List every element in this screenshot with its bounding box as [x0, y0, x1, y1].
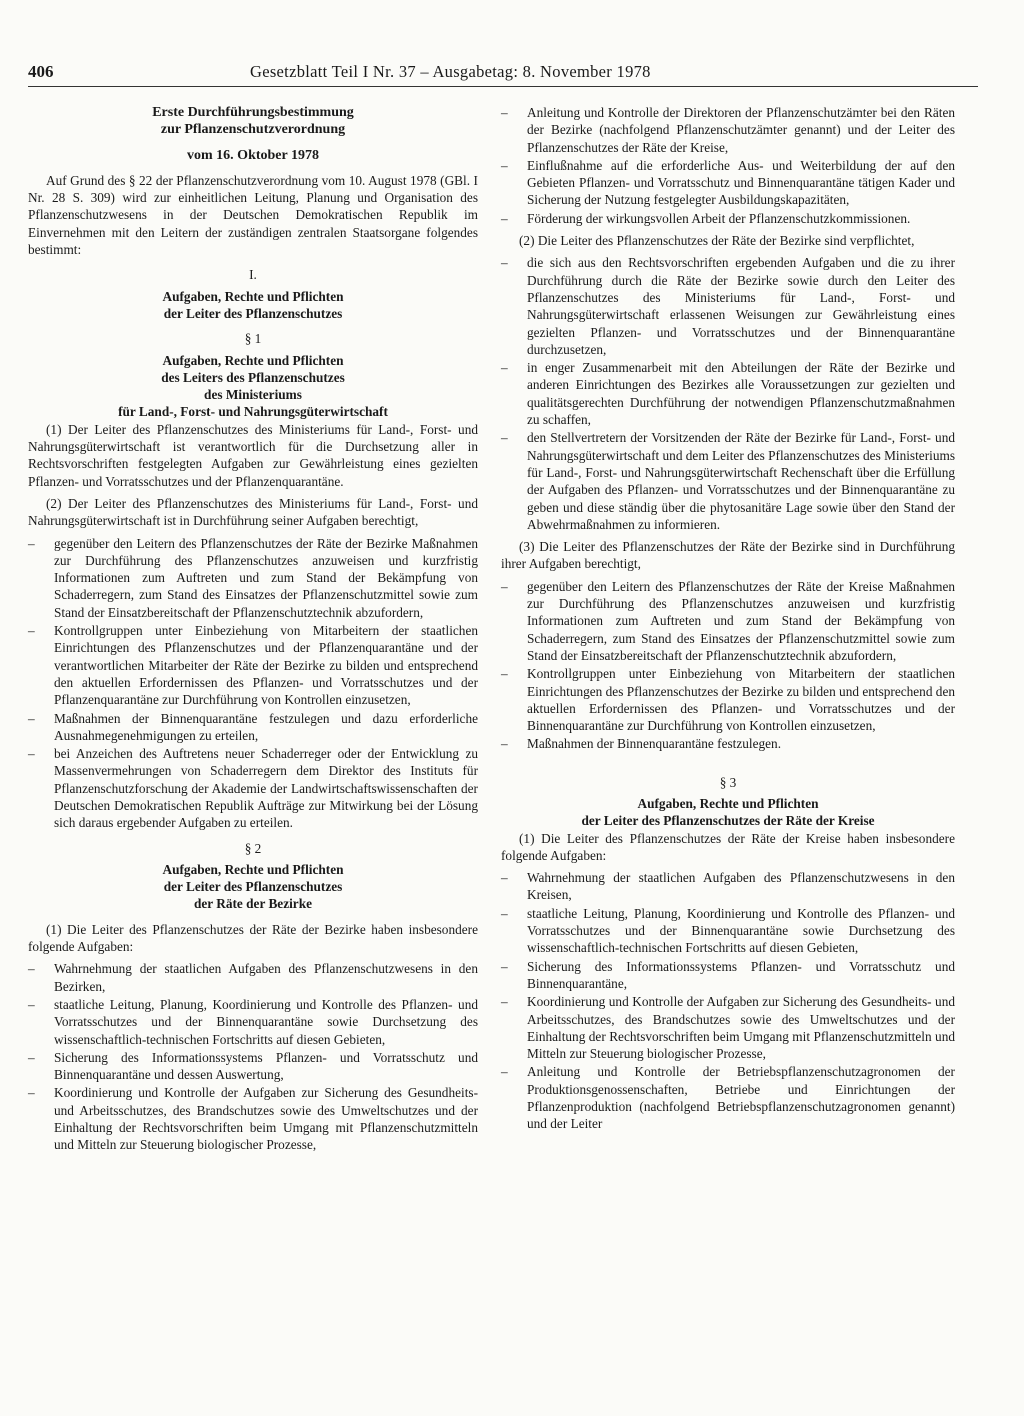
left-column — [28, 104, 478, 1159]
section-2-paragraph-3: (3) Die Leiter des Pflanzenschutzes der Räte der Bezirke sind in Durchführung ihrer Aufgaben berechtigt, — [501, 539, 955, 572]
list-item: – Kontrollgruppen unter Einbeziehung von Mitarbeitern der staatlichen Einrichtungen des Pflanzenschutzes und der Pflanzenquarantäne und der verantwortlichen Mitarbeiter der Räte der Bezirke zu bilden und entsprechend den aktuellen Erfordernissen des Pflanzen- und Vorratsschutzes und der Pflanzenquarantäne zur Durchführung von Kontrollen einzusetzen, — [28, 622, 478, 708]
document-date: vom 16. Oktober 1978 — [187, 147, 319, 163]
section-1-title-line-2: des Leiters des Pflanzenschutzes — [161, 369, 345, 385]
preamble: Auf Grund des § 22 der Pflanzenschutzverordnung vom 10. August 1978 (GBl. I Nr. 28 S. 309) wird zur einheitlichen Leitung, Planung und Organisation des Pflanzenschutzwesens in der Deutschen Demokratischen Republik im Einvernehmen mit den Leitern der zuständigen zentralen Staatsorgane folgendes bestimmt: — [28, 172, 478, 258]
list-item: – Sicherung des Informationssystems Pflanzen- und Vorratsschutz und Binnenquarantäne und dessen Auswertung, — [28, 1049, 478, 1084]
list-item: – den Stellvertretern der Vorsitzenden der Räte der Bezirke für Land-, Forst- und Nahrungsgüterwirtschaft und dem Leiter des Pflanzenschutzes des Ministeriums für Land-, Forst- und Nahrungsgüterwirtschaft Rechenschaft über die Erfüllung der Aufgaben des Pflanzen- und Vorratsschutzes und der Binnenquarantäne zu geben und diese ständig über die phytosanitäre Lage sowie über den Stand der Abwehrmaßnahmen zu informieren. — [501, 429, 955, 533]
section-3-list — [501, 869, 955, 1132]
section-2-paragraph-2: (2) Die Leiter des Pflanzenschutzes der Räte der Bezirke sind verpflichtet, — [519, 233, 915, 249]
list-item: – staatliche Leitung, Planung, Koordinierung und Kontrolle des Pflanzen- und Vorratsschutzes und der Binnenquarantäne sowie Durchsetzung des wissenschaftlich-technischen Fortschritts auf diesen Gebieten, — [501, 905, 955, 957]
list-item: – in enger Zusammenarbeit mit den Abteilungen der Räte der Bezirke und anderen Einrichtungen des Bezirkes alle Voraussetzungen zur gezielten und qualitätsgerechten Durchführung der notwendigen Pflanzenschutzmaßnahmen zu schaffen, — [501, 359, 955, 428]
section-2-title-line-3: der Räte der Bezirke — [193, 896, 313, 912]
section-3-number: § 3 — [719, 774, 737, 790]
part-title-line-2: der Leiter des Pflanzenschutzes — [163, 305, 343, 321]
section-1-title-line-4: für Land-, Forst- und Nahrungsgüterwirtschaft — [118, 404, 388, 420]
page-number: 406 — [28, 62, 54, 81]
list-item: – Maßnahmen der Binnenquarantäne festzulegen und dazu erforderliche Ausnahmegenehmigungen zu erteilen, — [28, 710, 478, 745]
page-header — [28, 62, 978, 87]
section-2-list-a — [28, 960, 478, 1153]
list-item: – die sich aus den Rechtsvorschriften ergebenden Aufgaben und die zu ihrer Durchführung durch die Räte der Bezirke sowie durch den Leiter des Pflanzenschutzes des Ministeriums für Land-, Forst- und Nahrungsgüterwirtschaft erlassenen Weisungen zur Gewährleistung eines gezielten Pflanzen- und Vorratsschutzes und der Binnenquarantäne durchzusetzen, — [501, 254, 955, 358]
section-2-number: § 2 — [244, 840, 262, 856]
section-3-paragraph-1: (1) Die Leiter des Pflanzenschutzes der Räte der Kreise haben insbesondere folgende Aufgaben: — [501, 830, 955, 863]
list-item: – Wahrnehmung der staatlichen Aufgaben des Pflanzenschutzwesens in den Kreisen, — [501, 869, 955, 904]
list-item: – Kontrollgruppen unter Einbeziehung von Mitarbeitern der staatlichen Einrichtungen des Pflanzenschutzes der Bezirke zu bilden und entsprechend den aktuellen Erfordernissen des Pflanzen- und Vorratsschutzes und der Binnenquarantäne zur Durchführung von Kontrollen einzusetzen, — [501, 665, 955, 734]
list-item: – Maßnahmen der Binnenquarantäne festzulegen. — [501, 735, 955, 752]
section-2-list-c — [501, 254, 955, 533]
section-1-title-line-3: des Ministeriums — [204, 387, 302, 403]
section-1-paragraph-1: (1) Der Leiter des Pflanzenschutzes des Ministeriums für Land-, Forst- und Nahrungsgüterwirtschaft ist verantwortlich für die Durchsetzung aller in Rechtsvorschriften festgelegten Aufgaben zur Gewährleistung eines gezielten Pflanzen- und Vorratsschutzes und der Pflanzenquarantäne. — [28, 421, 478, 489]
list-item: – staatliche Leitung, Planung, Koordinierung und Kontrolle des Pflanzen- und Vorratsschutzes und der Binnenquarantäne sowie Durchsetzung des wissenschaftlich-technischen Fortschritts auf diesen Gebieten, — [28, 996, 478, 1048]
gazette-title: Gesetzblatt Teil I Nr. 37 – Ausgabetag: 8. November 1978 — [250, 62, 651, 81]
document-title-line-1: Erste Durchführungsbestimmung — [152, 105, 354, 120]
section-1-paragraph-2: (2) Der Leiter des Pflanzenschutzes des Ministeriums für Land-, Forst- und Nahrungsgüterwirtschaft ist in Durchführung seiner Aufgaben berechtigt, — [28, 495, 478, 529]
list-item: – Anleitung und Kontrolle der Betriebspflanzenschutzagronomen der Produktionsgenossenschaften, Betriebe und Einrichtungen der Pflanzenproduktion (nachfolgend Betriebspflanzenschutzagronomen genannt) und der Leiter — [501, 1063, 955, 1132]
right-column — [501, 104, 955, 1138]
section-1-list — [28, 535, 478, 832]
section-2-list-d — [501, 578, 955, 753]
section-1-title-line-1: Aufgaben, Rechte und Pflichten — [162, 352, 344, 368]
section-3-title-line-1: Aufgaben, Rechte und Pflichten — [637, 795, 819, 811]
list-item: – Koordinierung und Kontrolle der Aufgaben zur Sicherung des Gesundheits- und Arbeitsschutzes, des Brandschutzes sowie des Umweltschutzes und der Einhaltung der Rechtsvorschriften beim Umgang mit Pflanzenschutzmitteln und Mitteln zur Steuerung biologischer Prozesse, — [501, 993, 955, 1062]
list-item: – Förderung der wirkungsvollen Arbeit der Pflanzenschutzkommissionen. — [501, 210, 955, 227]
list-item: – Anleitung und Kontrolle der Direktoren der Pflanzenschutzämter bei den Räten der Bezirke (nachfolgend Pflanzenschutzämter genannt) und der Leiter des Pflanzenschutzes der Räte der Kreise, — [501, 104, 955, 156]
list-item: – Einflußnahme auf die erforderliche Aus- und Weiterbildung der auf den Gebieten Pflanzen- und Vorratsschutz und Binnenquarantäne tätigen Kader und Sicherung der Nutzung festgelegter Ausbildungskapazitäten, — [501, 157, 955, 209]
part-number: I. — [249, 267, 257, 283]
section-1-number: § 1 — [244, 331, 262, 347]
list-item: – gegenüber den Leitern des Pflanzenschutzes der Räte der Kreise Maßnahmen zur Durchführung des Pflanzenschutzes anzuweisen und kurzfristig Informationen zum Auftreten und zum Stand der Bekämpfung von Schaderregern, zum Stand des Einsatzes der Pflanzenschutzmittel sowie zum Stand der Einsatzbereitschaft der Pflanzenschutztechnik abzufordern, — [501, 578, 955, 664]
section-2-paragraph-1: (1) Die Leiter des Pflanzenschutzes der Räte der Bezirke haben insbesondere folgende Aufgaben: — [28, 921, 478, 955]
section-2-list-b — [501, 104, 955, 227]
list-item: – Sicherung des Informationssystems Pflanzen- und Vorratsschutz und Binnenquarantäne, — [501, 958, 955, 993]
list-item: – Wahrnehmung der staatlichen Aufgaben des Pflanzenschutzwesens in den Bezirken, — [28, 960, 478, 995]
section-3-title-line-2: der Leiter des Pflanzenschutzes der Räte der Kreise — [581, 813, 875, 829]
section-2-title-line-1: Aufgaben, Rechte und Pflichten — [162, 861, 344, 877]
part-title-line-1: Aufgaben, Rechte und Pflichten — [162, 288, 344, 304]
list-item: – gegenüber den Leitern des Pflanzenschutzes der Räte der Bezirke Maßnahmen zur Durchführung des Pflanzenschutzes anzuweisen und kurzfristig Informationen zum Auftreten und zum Stand der Bekämpfung von Schaderregern, zum Stand des Einsatzes der Pflanzenschutzmittel sowie zum Stand der Einsatzbereitschaft der Pflanzenschutztechnik abzufordern, — [28, 535, 478, 621]
document-title-line-2: zur Pflanzenschutzverordnung — [160, 122, 346, 138]
list-item: – Koordinierung und Kontrolle der Aufgaben zur Sicherung des Gesundheits- und Arbeitsschutzes, des Brandschutzes sowie des Umweltschutzes und der Einhaltung der Rechtsvorschriften beim Umgang mit Pflanzenschutzmitteln und Mitteln zur Steuerung biologischer Prozesse, — [28, 1084, 478, 1153]
section-2-title-line-2: der Leiter des Pflanzenschutzes — [163, 879, 343, 895]
list-item: – bei Anzeichen des Auftretens neuer Schaderreger oder der Entwicklung zu Massenvermehrungen von Schaderregern dem Direktor des Instituts für Pflanzenschutzforschung der Akademie der Landwirtschaftswissenschaften der Deutschen Demokratischen Republik Aufträge zur Mitwirkung bei der Lösung sich daraus ergebender Aufgaben zu erteilen. — [28, 745, 478, 831]
